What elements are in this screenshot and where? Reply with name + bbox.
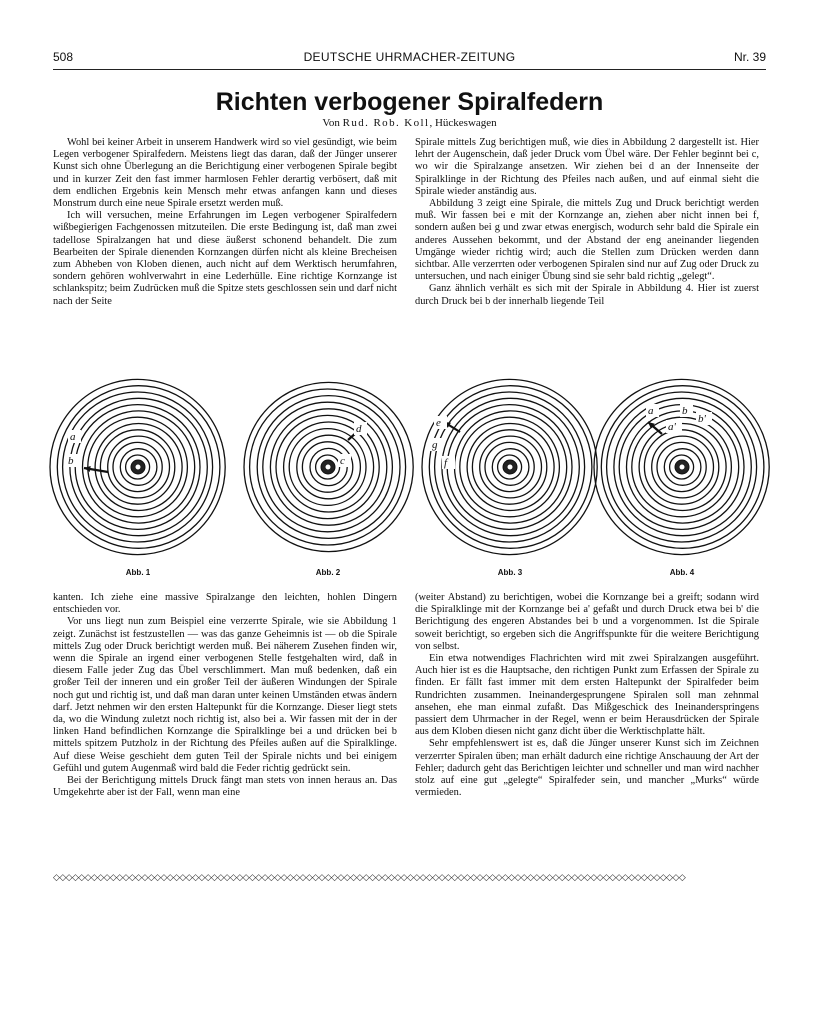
figure-4 [592, 372, 772, 582]
spiral-drawing-2 [238, 372, 418, 562]
collet-hole [680, 465, 685, 470]
spiral-drawing-4 [592, 372, 772, 562]
figure-2 [238, 372, 418, 582]
running-header [53, 50, 766, 68]
paragraph: Bei der Berichtigung mittels Druck fängt man stets von innen heraus an. Das Umgekehrte aber ist der Fall, wenn man eine [53, 775, 397, 799]
figure-1 [48, 372, 228, 582]
paragraph: Ganz ähnlich verhält es sich mit der Spirale in Abbildung 4. Hier ist zuerst durch Druck bei b der innerhalb liegende Teil [415, 283, 759, 307]
paragraph: Ein etwa notwendiges Flachrichten wird mit zwei Spiralzangen ausgeführt. Auch hier ist es die Hauptsache, den richtigen Punkt zum Erfassen der Spirale zu finden. Er fällt fast immer mit dem ersten Haltepunkt der Spiralfeder beim Rundrichten zusammen. Ineinandergesprungene Spiralen soll man zehnmal ansehen, ehe man einmal zufaßt. Das Mißgeschick des Ineinanderspringens passiert dem Uhrmacher in der Regel, wenn er beim Herausdrücken der Spirale aus dem Kloben diesen nicht ganz dicht über die Werktischplatte hält. [415, 653, 759, 738]
figures-row [40, 372, 780, 582]
figure-caption: Abb. 1 [125, 568, 151, 577]
paragraph: (weiter Abstand) zu berichtigen, wobei die Kornzange bei a greift; sodann wird die Spiralklinge mit der Kornzange bei a' gefaßt und durch Druck etwa bei b' die Berichtigung des engeren Abstandes bei b und a vorgenommen. Ist die Spirale soweit berichtigt, so ergeben sich die Angriffspunkte für die weitere Berichtigung von selbst. [415, 592, 759, 652]
header-rule [53, 69, 766, 70]
column-bottom-right [415, 592, 759, 799]
paragraph: Spirale mittels Zug berichtigen muß, wie dies in Abbildung 2 dargestellt ist. Hier lehrt der Augenschein, daß jeder Druck vom Übel wäre. Der Fehler beginnt bei c, wo wir die Spiralzange ansetzen. Wir ziehen bei d an der Innenseite der Spiralklinge in der Richtung des Pfeiles nach außen, und auf einmal sieht die Spirale wieder anständig aus. [415, 137, 759, 197]
figure-label: e [436, 417, 441, 429]
author-location: , Hückeswagen [429, 117, 497, 129]
column-bottom-left [53, 592, 397, 799]
page-number: 508 [53, 50, 74, 64]
figure-label: b [682, 405, 688, 417]
paragraph: Vor uns liegt nun zum Beispiel eine verzerrte Spirale, wie sie Abbildung 1 zeigt. Zunächst ist festzustellen — was das ganze Geheimnis ist — ob die Spirale mittels Zug oder Druck berichtigt werden muß. Bei näherem Zusehen finden wir, wenn die Spirale an irgend einer verbogenen Stelle festgehalten wird, daß in diesem Falle jeder Zug das Übel verschlimmert. Man muß bedenken, daß ein großer Teil der inneren und ein großer Teil der äußeren Windungen der Spirale noch gut und richtig ist, und daß man daran unter keinen Umständen etwas ändern darf. Jetzt nehmen wir den ersten Haltepunkt für die Kornzange. Dieser liegt stets da, wo die Windung zuletzt noch richtig ist, also bei a. Wir fassen mit der in der linken Hand befindlichen Kornzange die Spiralklinge bei a und drücken bei b mittels spitzem Putzholz in der Richtung des Pfeiles außen auf die Spiralklinge. Auf diese Weise geschieht dem guten Teil der Spirale nichts und bei einigem Gefühl und gutem Augenmaß wird bald die Feder richtig gedrückt sein. [53, 616, 397, 774]
collet-hole [508, 465, 513, 470]
paragraph: Abbildung 3 zeigt eine Spirale, die mittels Zug und Druck berichtigt werden muß. Wir fassen bei e mit der Kornzange an, ziehen aber nicht innen bei f, sondern außen bei g und zwar etwas energisch, wodurch sehr bald die Spirale ein anderes Aussehen bekommt, und der Abstand der eng aneinander liegenden Umgänge wieder richtig wird; auch die Stellen zum Drücken werden dann sichtbar. Alle verzerrten oder verbogenen Spiralen sind nur auf Zug oder Druck zu untersuchen, und nach einiger Übung sind sie sehr bald richtig „gelegt“. [415, 198, 759, 283]
figure-caption: Abb. 4 [669, 568, 695, 577]
figure-label: a [648, 405, 654, 417]
paragraph: Sehr empfehlenswert ist es, daß die Jünger unserer Kunst sich im Zeichnen verzerrter Spiralen üben; man erhält dadurch eine richtige Anschauung der Art der Fehler; dadurch geht das Berichtigen leichter und schneller und man wird nachher stolz auf eine gut „gelegte“ Spiralfeder sein, und mancher „Murks“ würde vermieden. [415, 738, 759, 799]
figure-label: f [444, 457, 448, 469]
figure-caption: Abb. 3 [497, 568, 523, 577]
figure-label: d [356, 423, 362, 435]
collet-hole [326, 465, 331, 470]
article-title: Richten verbogener Spiralfedern [215, 88, 604, 116]
byline-prefix: Von [322, 117, 340, 129]
issue-number: Nr. 39 [733, 50, 766, 64]
paragraph: kanten. Ich ziehe eine massive Spiralzange den leichten, hohlen Dingern entschieden vor. [53, 592, 397, 616]
spiral-drawing-1 [48, 372, 228, 562]
author-name: Rud. Rob. Koll [342, 117, 430, 129]
figure-label: g [432, 439, 438, 451]
figure-label: c [340, 455, 345, 467]
paragraph: Ich will versuchen, meine Erfahrungen im Legen verbogener Spiralfedern wißbegierigen Fachgenossen mitzuteilen. Die erste Bedingung ist, daß man zwei tadellose Spiralzangen hat und diese äußerst schonend behandelt. Die zum Bearbeiten der Spirale dienenden Kornzangen dürfen nicht als kleine Brecheisen zum Abheben von Kloben dienen, auch nicht auf dem Werktisch herumfahren, sondern gehören wohlverwahrt in eine Lederhülle. Eine richtige Kornzange ist schlankspitz; beim Zudrücken muß die Spitze stets geschlossen sein und darf nicht nach der Seite [53, 210, 397, 307]
figure-label: a' [668, 421, 676, 433]
figure-3 [420, 372, 600, 582]
figure-caption: Abb. 2 [315, 568, 341, 577]
column-top-right [415, 137, 759, 308]
collet-hole [136, 465, 141, 470]
ornament-border: ◇◇◇◇◇◇◇◇◇◇◇◇◇◇◇◇◇◇◇◇◇◇◇◇◇◇◇◇◇◇◇◇◇◇◇◇◇◇◇◇◇◇◇◇◇◇◇◇◇◇◇◇◇◇◇◇◇◇◇◇◇◇◇◇◇◇◇◇◇◇◇◇◇◇◇◇◇◇◇◇◇◇◇◇◇◇◇◇◇◇◇◇◇◇◇◇◇◇◇◇ [53, 872, 686, 882]
byline [53, 117, 766, 129]
column-top-left [53, 137, 397, 308]
figure-label: b [68, 455, 74, 467]
figure-label: b' [698, 413, 706, 425]
spiral-drawing-3 [420, 372, 600, 562]
paragraph: Wohl bei keiner Arbeit in unserem Handwerk wird so viel gesündigt, wie beim Legen verbogener Spiralfedern. Meistens liegt das daran, daß der Jünger unserer Kunst sich ohne Überlegung an die Berichtigung einer verbogenen Spirale begibt und in kurzer Zeit den fast immer harmlosen Fehler derartig verbösert, daß mit dem endlichen Ergebnis kein Mensch mehr etwas anfangen kann und dieses Monstrum durch eine neue Spirale ersetzt werden muß. [53, 137, 397, 210]
journal-name: DEUTSCHE UHRMACHER-ZEITUNG [303, 50, 516, 64]
figure-label: a [70, 431, 76, 443]
